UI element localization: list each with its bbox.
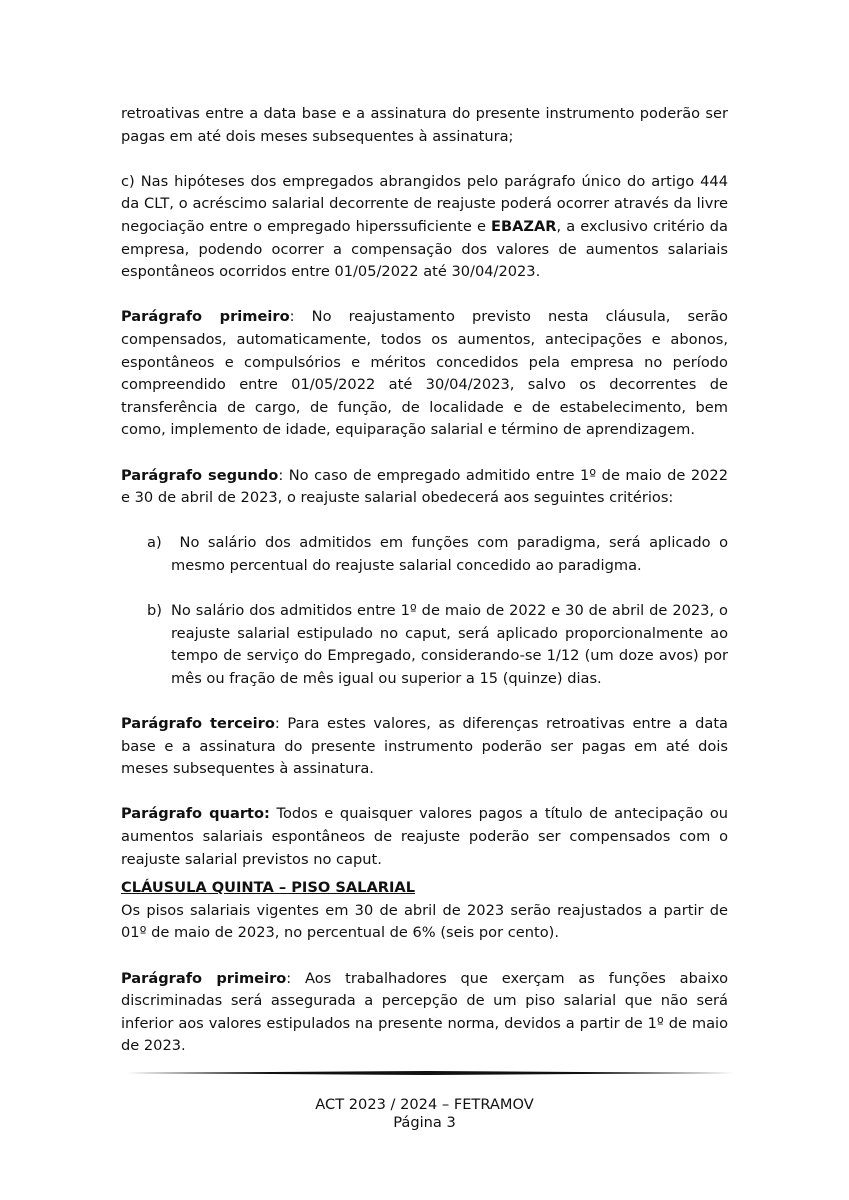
list-item (147, 600, 728, 690)
paragraph-segundo-label: Parágrafo segundo (121, 466, 279, 484)
list-item-text: No salário dos admitidos entre 1º de maio de 2022 e 30 de abril de 2023, o reajuste salarial estipulado no caput, será aplicado proporcionalmente ao tempo de serviço do Empregado, considerando-se 1/12 (um doze avos) por mês ou fração de mês igual ou superior a 15 (quinze) dias. (171, 602, 728, 687)
paragraph-piso-primeiro-text: : Aos trabalhadores que exerçam as funções abaixo discriminadas será assegurada a percepção de um piso salarial que não será inferior aos valores estipulados na presente norma, devidos a partir de 1º de maio de 2023. (121, 969, 728, 1055)
paragraph-piso-primeiro-label: Parágrafo primeiro (121, 969, 287, 987)
criteria-list (121, 532, 733, 690)
list-marker: a) (147, 534, 162, 552)
page-footer (0, 1096, 849, 1132)
list-item (147, 532, 733, 577)
document-body (121, 103, 733, 1058)
paragraph-segundo-text: : No caso de empregado admitido entre 1º de maio de 2022 e 30 de abril de 2023, o reajuste salarial obedecerá aos seguintes critérios: (121, 466, 728, 507)
paragraph-pisos: Os pisos salariais vigentes em 30 de abril de 2023 serão reajustados a partir de 01º de maio de 2023, no percentual de 6% (seis por cento). (121, 901, 728, 942)
company-name: EBAZAR (491, 217, 557, 235)
paragraph-quarto-label: Parágrafo quarto: (121, 805, 270, 823)
paragraph-primeiro-label: Parágrafo primeiro (121, 308, 290, 326)
footer-title: ACT 2023 / 2024 – FETRAMOV (315, 1096, 534, 1113)
paragraph-primeiro (121, 306, 728, 442)
paragraph-quarto-text: Todos e quaisquer valores pagos a título de antecipação ou aumentos salariais espontâneos de reajuste poderão ser compensados com o reajuste salarial previstos no caput. (121, 805, 728, 868)
paragraph-item-c (121, 171, 728, 284)
paragraph-primeiro-text: : No reajustamento previsto nesta cláusula, serão compensados, automaticamente, todos os aumentos, antecipações e abonos, espontâneos e compulsórios e méritos concedidos pela empresa no período compreendido entre 01/05/2022 até 30/04/2023, salvo os decorrentes de transferência de cargo, de função, de localidade e de estabelecimento, bem como, implemento de idade, equiparação salarial e término de aprendizagem. (121, 308, 728, 439)
paragraph-segundo (121, 465, 728, 510)
paragraph-terceiro-text: : Para estes valores, as diferenças retroativas entre a data base e a assinatura do presente instrumento poderão ser pagas em até dois meses subsequentes à assinatura. (121, 715, 728, 778)
paragraph-retroativas: retroativas entre a data base e a assinatura do presente instrumento poderão ser pagas em até dois meses subsequentes à assinatura; (121, 105, 728, 145)
list-marker: b) (147, 602, 162, 620)
page-number: Página 3 (393, 1114, 456, 1131)
clause-heading: CLÁUSULA QUINTA – PISO SALARIAL (121, 879, 415, 897)
item-c-text-end: , a exclusivo critério da empresa, podendo ocorrer a compensação dos valores de aumentos salariais espontâneos ocorridos entre 01/05/2022 até 30/04/2023. (121, 217, 728, 281)
paragraph-piso-primeiro (121, 968, 728, 1058)
footer-divider (123, 1071, 734, 1075)
paragraph-quarto (121, 803, 728, 871)
paragraph-terceiro-label: Parágrafo terceiro (121, 715, 275, 733)
paragraph-terceiro (121, 713, 728, 781)
item-c-text-start: c) Nas hipóteses dos empregados abrangidos pelo parágrafo único do artigo 444 da CLT, o acréscimo salarial decorrente de reajuste poderá ocorrer através da livre negociação entre o empregado hiperssuficiente e (121, 172, 728, 235)
list-item-text: No salário dos admitidos em funções com paradigma, será aplicado o mesmo percentual do reajuste salarial concedido ao paradigma. (171, 534, 733, 574)
